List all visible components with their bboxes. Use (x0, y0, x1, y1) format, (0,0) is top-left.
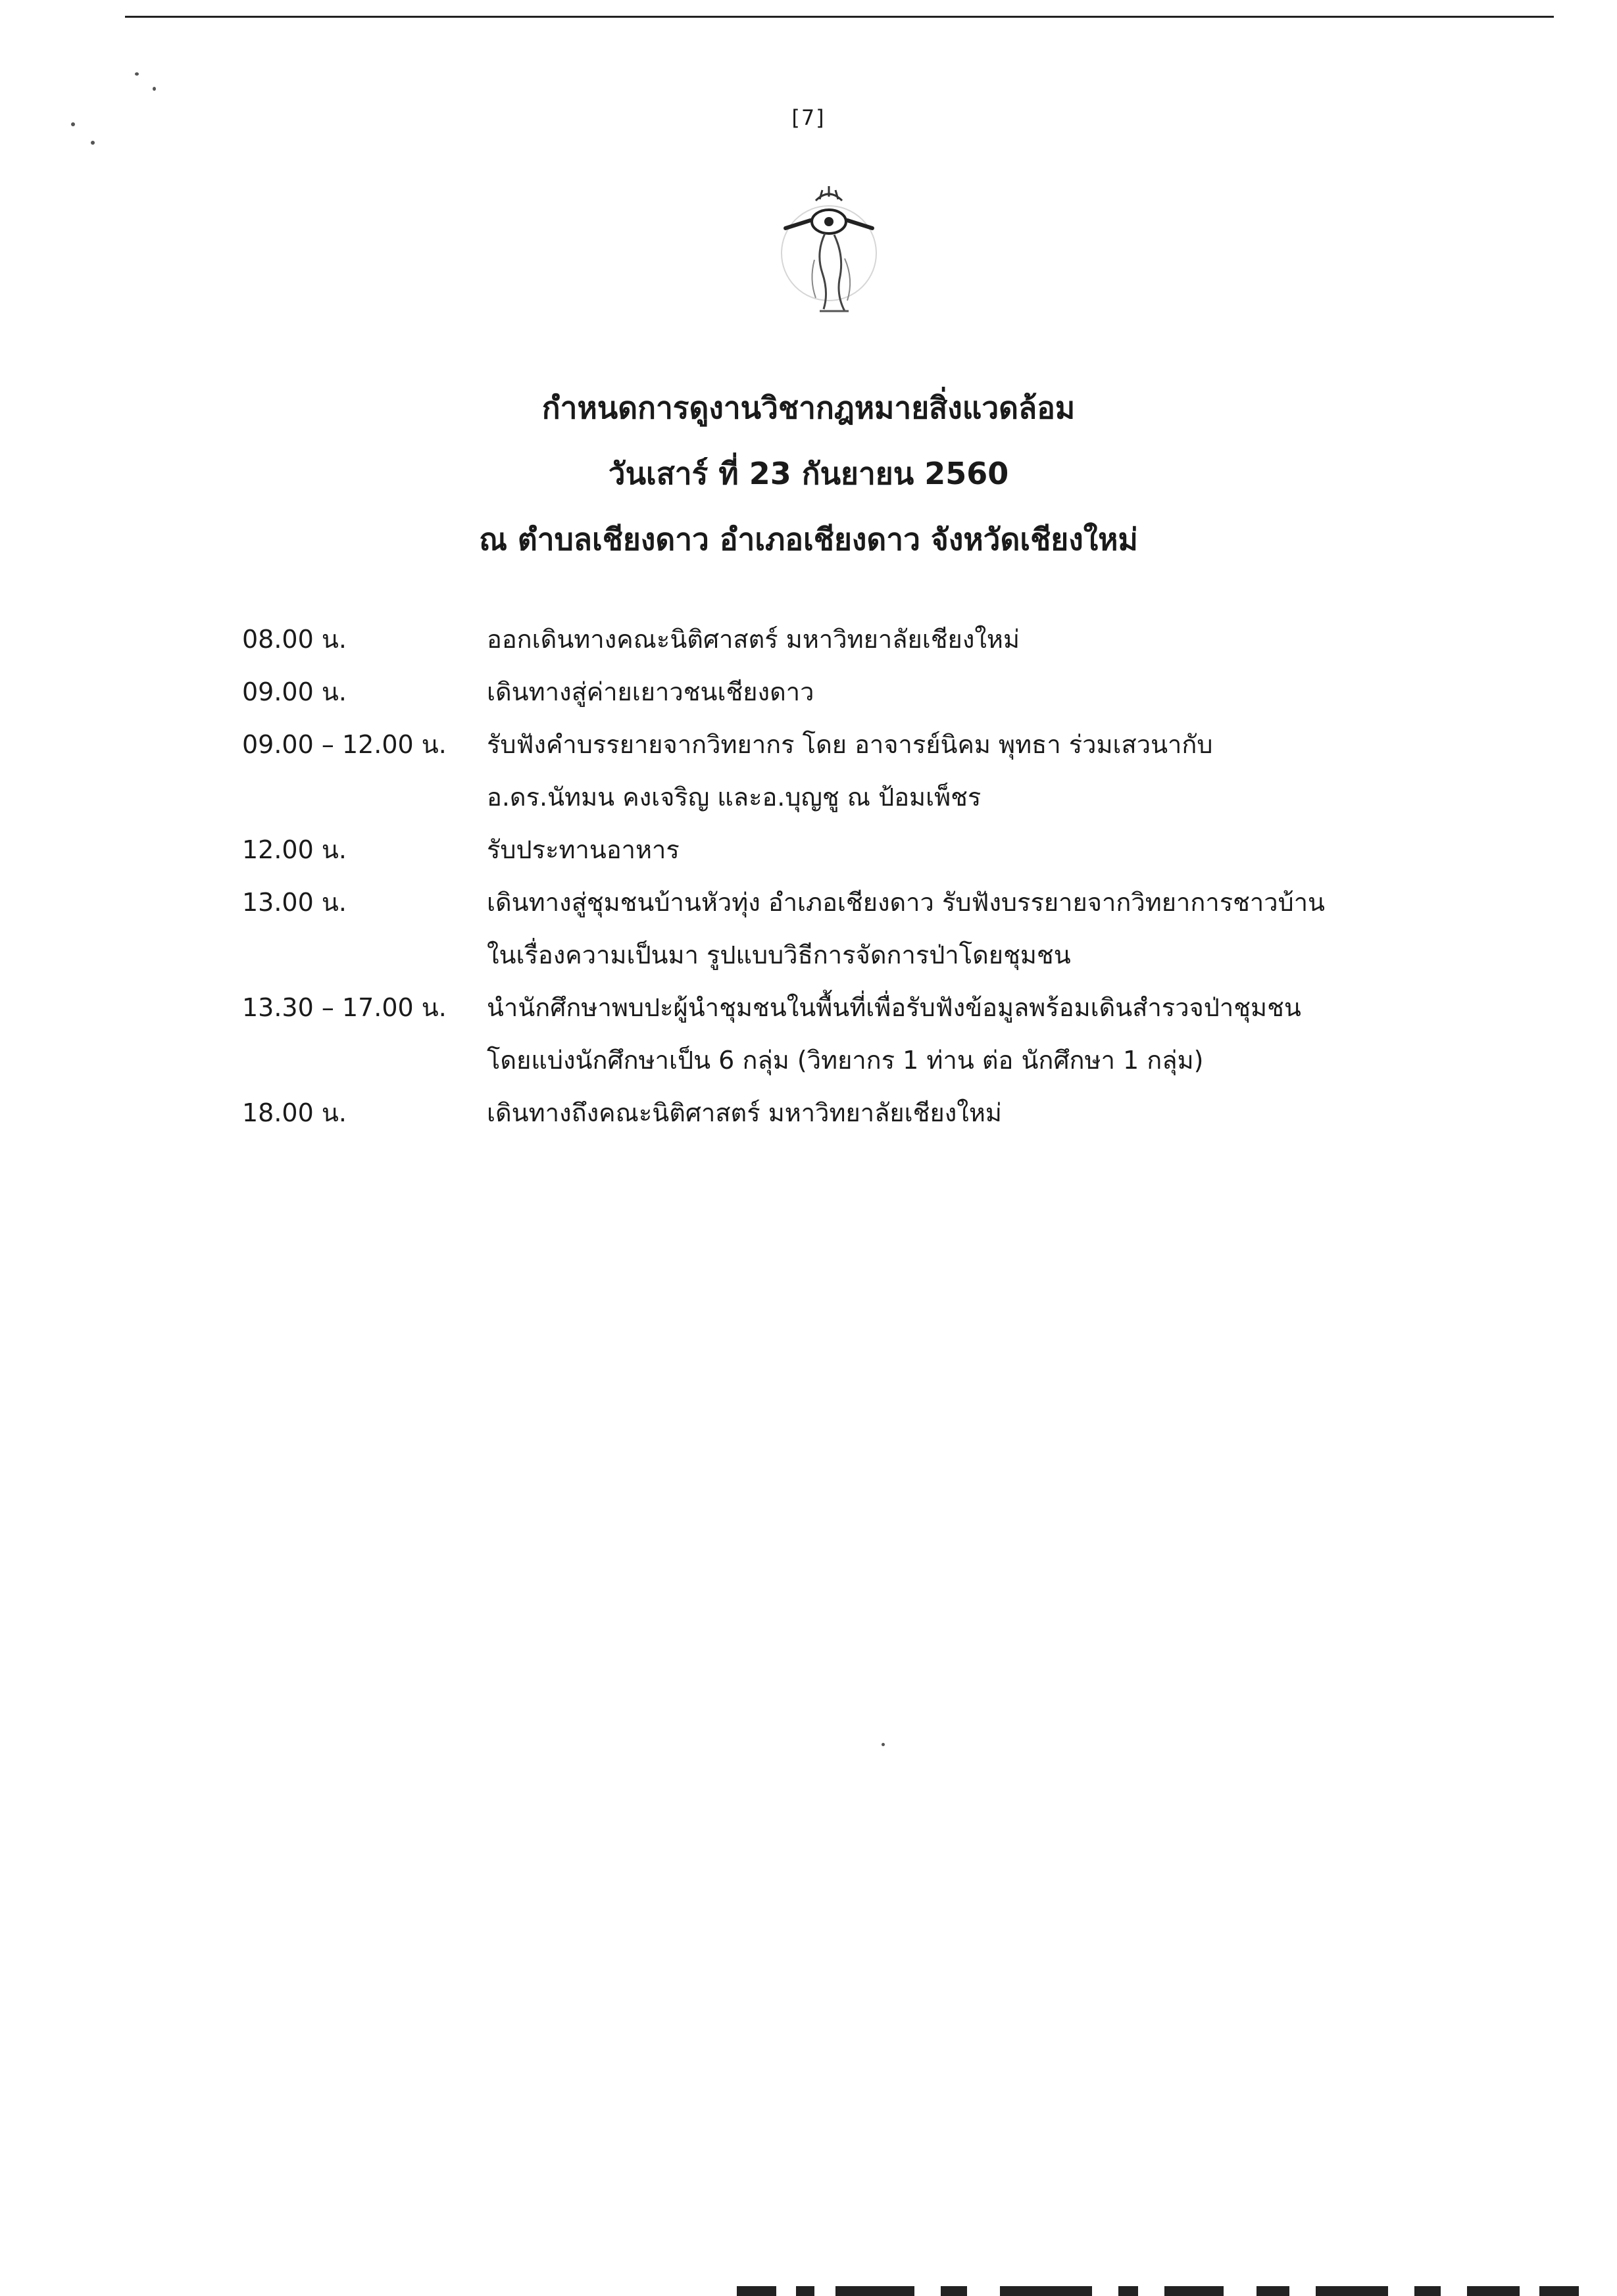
document-title: กำหนดการดูงานวิชากฎหมายสิ่งแวดล้อม (541, 390, 1076, 426)
schedule-time: 09.00 น. (242, 677, 347, 706)
schedule-description (487, 613, 1426, 666)
schedule-description (487, 666, 1426, 718)
top-rule (125, 16, 1554, 18)
schedule-description-line: เดินทางถึงคณะนิติศาสตร์ มหาวิทยาลัยเชียงใหม่ (487, 1098, 1002, 1127)
schedule-row (242, 823, 1426, 876)
schedule-description-line: อ.ดร.นัทมน คงเจริญ และอ.บุญชู ณ ป้อมเพ็ชร (487, 783, 982, 812)
schedule-description-line: รับประทานอาหาร (487, 835, 680, 864)
scan-speck (153, 87, 156, 91)
schedule-description-line: เดินทางสู่ชุมชนบ้านหัวทุ่ง อำเภอเชียงดาว รับฟังบรรยายจากวิทยาการชาวบ้าน (487, 888, 1326, 917)
schedule-description-line: โดยแบ่งนักศึกษาเป็น 6 กลุ่ม (วิทยากร 1 ท่าน ต่อ นักศึกษา 1 กลุ่ม) (487, 1046, 1204, 1075)
schedule-description-line: นำนักศึกษาพบปะผู้นำชุมชนในพื้นที่เพื่อรับฟังข้อมูลพร้อมเดินสำรวจป่าชุมชน (487, 993, 1301, 1022)
scan-edge-noise (737, 2286, 1592, 2296)
schedule-description (487, 718, 1426, 823)
schedule-description-line: รับฟังคำบรรยายจากวิทยากร โดย อาจารย์นิคม พุทธา ร่วมเสวนากับ (487, 730, 1213, 759)
document-date: วันเสาร์ ที่ 23 กันยายน 2560 (608, 456, 1009, 491)
schedule-time: 08.00 น. (242, 625, 347, 654)
schedule-time: 13.30 – 17.00 น. (242, 993, 447, 1022)
schedule-row (242, 718, 1426, 823)
schedule-description-line: เดินทางสู่ค่ายเยาวชนเชียงดาว (487, 677, 814, 706)
title-block (0, 375, 1617, 572)
schedule-row (242, 613, 1426, 666)
schedule-description-line: ในเรื่องความเป็นมา รูปแบบวิธีการจัดการป่าโดยชุมชน (487, 940, 1071, 969)
schedule-row (242, 1087, 1426, 1139)
page-number: [7] (791, 105, 826, 130)
schedule-row (242, 876, 1426, 981)
schedule-description (487, 981, 1426, 1087)
schedule-description-line: ออกเดินทางคณะนิติศาสตร์ มหาวิทยาลัยเชียงใหม่ (487, 625, 1020, 654)
schedule-time: 18.00 น. (242, 1098, 347, 1127)
scan-speck (882, 1743, 885, 1746)
scan-speck (135, 72, 139, 76)
schedule-description (487, 876, 1426, 981)
schedule-row (242, 666, 1426, 718)
schedule-row (242, 981, 1426, 1087)
schedule-list (242, 613, 1426, 1139)
schedule-time: 09.00 – 12.00 น. (242, 730, 447, 759)
document-location: ณ ตำบลเชียงดาว อำเภอเชียงดาว จังหวัดเชียงใหม่ (479, 522, 1138, 557)
university-emblem-icon (776, 181, 882, 326)
schedule-description (487, 823, 1426, 876)
schedule-description (487, 1087, 1426, 1139)
schedule-time: 12.00 น. (242, 835, 347, 864)
schedule-time: 13.00 น. (242, 888, 347, 917)
scan-speck (91, 141, 95, 145)
